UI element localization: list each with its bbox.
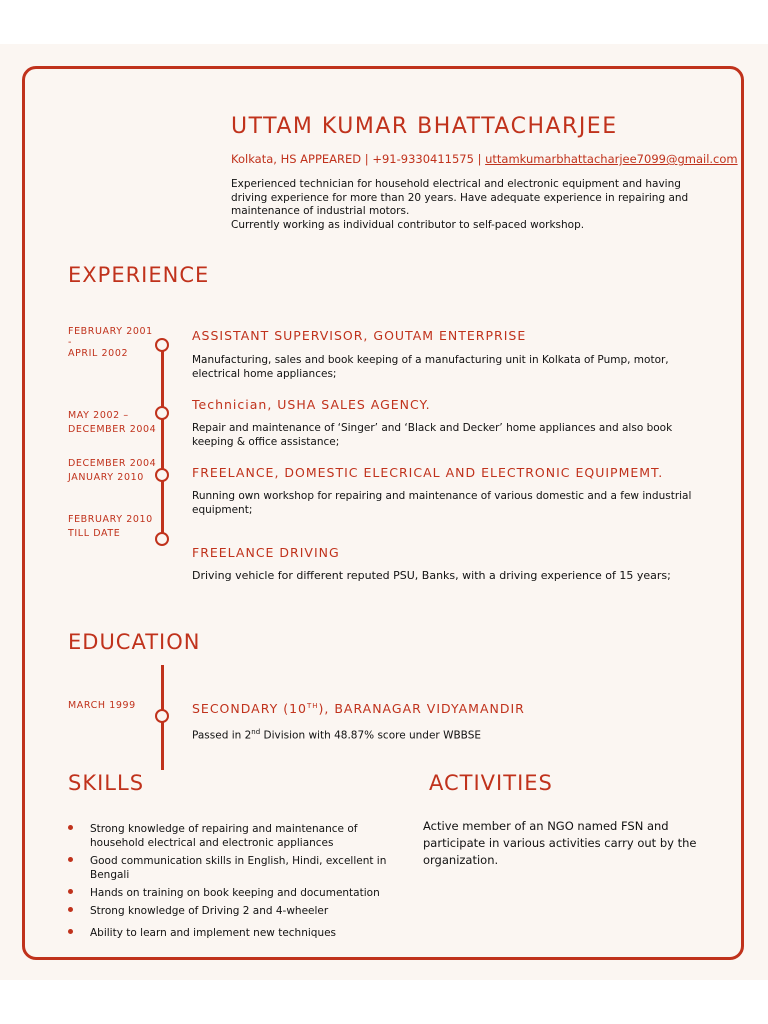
experience-heading: EXPERIENCE [68,263,210,287]
job-date-end: TILL DATE [68,528,121,539]
timeline-node [155,338,169,352]
education-date: MARCH 1999 [68,700,136,711]
job-date-start: FEBRUARY 2010 [68,514,153,525]
education-title-sup: TH [306,701,319,710]
activities-text: Active member of an NGO named FSN and participate in various activities carry out by the organization. [423,819,697,867]
job-date-end: APRIL 2002 [68,348,129,359]
contact-line [231,152,738,166]
timeline-node [155,468,169,482]
job-date [68,409,156,437]
education-heading: EDUCATION [68,630,201,654]
education-desc-rest: Division with 48.87% score under WBBSE [260,729,481,742]
list-item [68,886,388,900]
job-title: Technician, USHA SALES AGENCY. [192,397,431,412]
education-description [192,725,692,743]
bullet-icon [68,929,73,934]
experience-timeline-line [161,345,164,539]
job-date-end: JANUARY 2010 [68,472,144,483]
summary-text: Experienced technician for household electrical and electronic equipment and having driving experience for more than 20 years. Have adequate experience in repairing and maintenance of industrial motors. [231,178,689,217]
job-description: Repair and maintenance of ‘Singer’ and ‘Black and Decker’ home appliances and also book keeping & office assistance; [192,422,673,448]
skills-list [68,822,388,940]
bullet-icon [68,907,73,912]
job-date [68,457,156,485]
education-title-school: ), BARANAGAR VIDYAMANDIR [318,701,525,716]
job-title: FREELANCE, DOMESTIC ELECRICAL AND ELECTRONIC EQUIPMEMT. [192,465,664,480]
list-item [68,926,388,940]
skill-text: Strong knowledge of repairing and maintenance of household electrical and electronic appliances [90,823,358,849]
skill-text: Strong knowledge of Driving 2 and 4-wheeler [90,905,329,917]
summary-text-current: Currently working as individual contributor to self-paced workshop. [231,218,585,231]
activities-heading: ACTIVITIES [429,771,553,795]
bullet-icon [68,857,73,862]
list-item [68,854,388,882]
education-title-text: SECONDARY (10 [192,701,307,716]
contact-details: Kolkata, HS APPEARED | +91-9330411575 | [231,152,486,166]
list-item [68,904,388,918]
education-desc-sup: nd [251,728,261,736]
job-title: ASSISTANT SUPERVISOR, GOUTAM ENTERPRISE [192,328,527,343]
skill-text: Ability to learn and implement new techniques [90,927,337,939]
job-date [68,325,153,361]
bullet-icon [68,889,73,894]
email-link[interactable]: uttamkumarbhattacharjee7099@gmail.com [485,152,738,166]
summary [231,178,701,232]
candidate-name: UTTAM KUMAR BHATTACHARJEE [231,114,618,139]
job-date-separator: - [68,337,73,348]
job-description: Manufacturing, sales and book keeping of a manufacturing unit in Kolkata of Pump, motor, electrical home appliances; [192,354,669,380]
skill-text: Good communication skills in English, Hindi, excellent in Bengali [90,855,387,881]
timeline-node [155,406,169,420]
job-date-start: FEBRUARY 2001 [68,326,153,337]
job-date-start: MAY 2002 – [68,410,129,421]
job-date-start: DECEMBER 2004 [68,458,157,469]
job-date-end: DECEMBER 2004 [68,424,157,435]
education-title [192,701,525,716]
timeline-node [155,532,169,546]
education-desc-text: Passed in 2 [192,729,252,742]
skill-text: Hands on training on book keeping and documentation [90,887,380,899]
job-date [68,513,153,541]
job-description: Running own workshop for repairing and maintenance of various domestic and a few industrial equipment; [192,490,692,516]
bullet-icon [68,825,73,830]
timeline-node [155,709,169,723]
job-title: FREELANCE DRIVING [192,545,340,560]
list-item [68,822,388,850]
job-description: Driving vehicle for different reputed PSU, Banks, with a driving experience of 15 years; [192,569,671,582]
skills-heading: SKILLS [68,771,145,795]
